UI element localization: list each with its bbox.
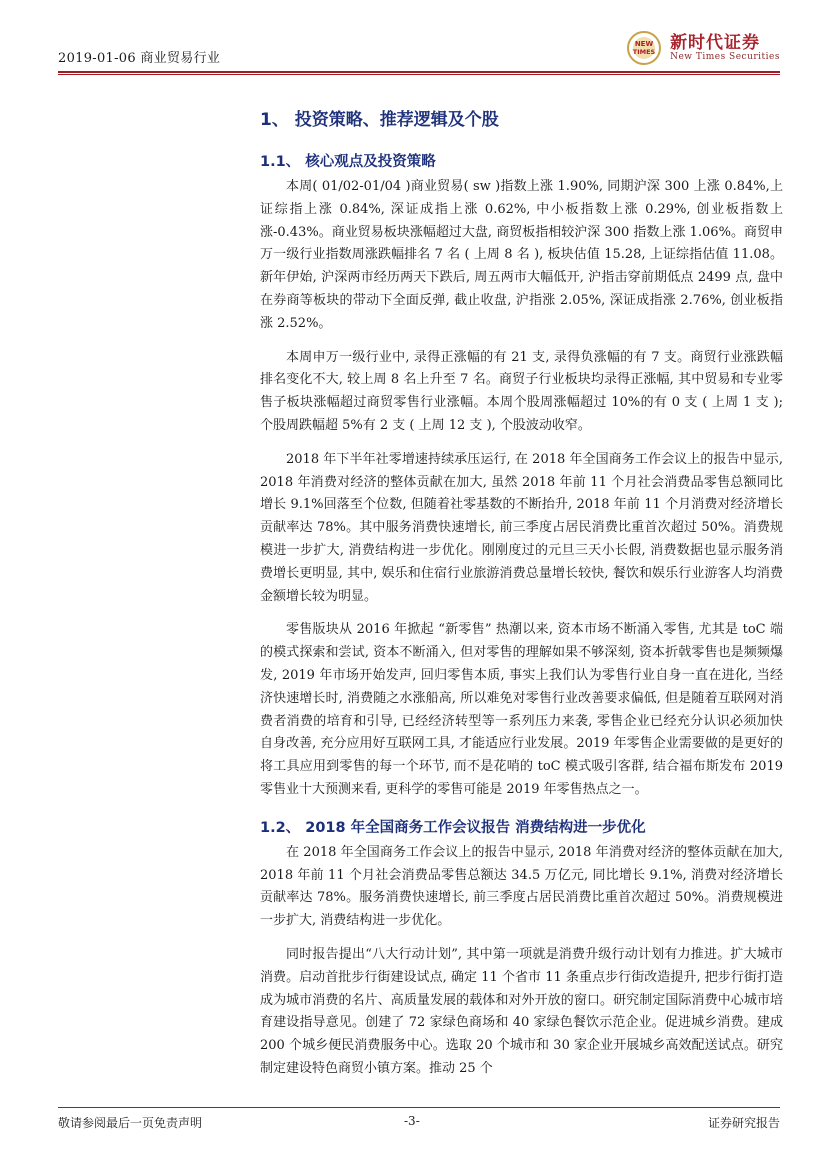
logo-name: 新时代证券 xyxy=(670,32,761,53)
paragraph: 2018 年下半年社零增速持续承压运行, 在 2018 年全国商务工作会议上的报告中显示, 2018 年消费对经济的整体贡献在加大, 虽然 2018 年前 11 个月社会消费品零售总额同比增长 9.1%回落至个位数, 但随着社零基数的不断抬升, 2018 年前 11 个月消费对经济增长贡献率达 78%。其中服务消费快速增长, 前三季度占居民消费比重首次超过 50%。消费规模进一步扩大, 消费结构进一步优化。刚刚度过的元旦三天小长假, 消费数据也显示服务消费增长更明显, 其中, 娱乐和住宿行业旅游消费总量增长较快, 餐饮和娱乐行业游客人均消费金额增长较为明显。 xyxy=(260,451,783,604)
page-number: -3- xyxy=(404,1114,420,1128)
header-rule-thin xyxy=(58,74,780,75)
page-header xyxy=(58,28,780,70)
main-content xyxy=(260,106,783,1081)
footer-report-type: 证券研究报告 xyxy=(707,1116,780,1130)
logo-english-name: New Times Securities xyxy=(670,51,780,62)
company-logo xyxy=(622,28,780,68)
logo-mark-icon xyxy=(622,30,666,66)
paragraph: 在 2018 年全国商务工作会议上的报告中显示, 2018 年消费对经济的整体贡献在加大, 2018 年前 11 个月社会消费品零售总额达 34.5 万亿元, 同比增长 9.1%, 消费对经济增长贡献率达 78%。服务消费快速增长, 前三季度占居民消费比重首次超过 50%。消费规模进一步扩大, 消费结构进一步优化。 xyxy=(260,844,783,929)
header-date-industry: 2019-01-06 商业贸易行业 xyxy=(58,51,221,66)
footer-disclaimer: 敬请参阅最后一页免责声明 xyxy=(58,1116,203,1130)
section-1-title: 1、 投资策略、推荐逻辑及个股 xyxy=(260,110,499,130)
paragraph: 本周( 01/02-01/04 )商业贸易( sw )指数上涨 1.90%, 同期沪深 300 上涨 0.84%,上证综指上涨 0.84%, 深证成指上涨 0.62%, 中小板指数上涨 0.29%, 创业板指数上涨-0.43%。商业贸易板块涨幅超过大盘, 商贸板指相较沪深 300 指数上涨 1.06%。商贸申万一级行业指数周涨跌幅排名 7 名 ( 上周 8 名 ), 板块估值 15.28, 上证综指估值 11.08。新年伊始, 沪深两市经历两天下跌后, 周五两市大幅低开, 沪指击穿前期低点 2499 点, 盘中在券商等板块的带动下全面反弹, 截止收盘, 沪指涨 2.05%, 深证成指涨 2.76%, 创业板指涨 2.52%。 xyxy=(260,179,783,331)
paragraph: 本周申万一级行业中, 录得正涨幅的有 21 支, 录得负涨幅的有 7 支。商贸行业涨跌幅排名变化不大, 较上周 8 名上升至 7 名。商贸子行业板块均录得正涨幅, 其中贸易和专业零售子板块涨幅超过商贸零售行业涨幅。本周个股周涨幅超过 10%的有 0 支 ( 上周 1 支 ); 个股周跌幅超 5%有 2 支 ( 上周 12 支 ), 个股波动收窄。 xyxy=(260,349,783,433)
section-1-1-title: 1.1、 核心观点及投资策略 xyxy=(260,154,436,170)
svg-text:TIMES: TIMES xyxy=(632,48,656,56)
svg-text:NEW: NEW xyxy=(634,40,654,48)
section-1-2-title: 1.2、 2018 年全国商务工作会议报告 消费结构进一步优化 xyxy=(260,819,646,836)
paragraph: 零售版块从 2016 年掀起 “新零售” 热潮以来, 资本市场不断涌入零售, 尤其是 toC 端的模式探索和尝试, 资本不断涌入, 但对零售的理解如果不够深刻, 资本折戟零售也是频频爆发, 2019 年市场开始发声, 回归零售本质, 事实上我们认为零售行业自身一直在进化, 当经济快速增长时, 消费随之水涨船高, 所以难免对零售行业改善要求偏低, 但是随着互联网对消费者消费的培育和引导, 已经经济转型等一系列压力来袭, 零售企业已经充分认识必须加快自身改善, 充分应用好互联网工具, 才能适应行业发展。2019 年零售企业需要做的是更好的将工具应用到零售的每一个环节, 而不是花哨的 toC 模式吸引客群, 结合福布斯发布 2019 零售业十大预测来看, 更科学的零售可能是 2019 年零售热点之一。 xyxy=(260,622,783,797)
paragraph: 同时报告提出“八大行动计划”, 其中第一项就是消费升级行动计划有力推进。扩大城市消费。启动首批步行街建设试点, 确定 11 个省市 11 条重点步行街改造提升, 把步行街打造成为城市消费的名片、高质量发展的载体和对外开放的窗口。研究制定国际消费中心城市培育建设指导意见。创建了 72 家绿色商场和 40 家绿色餐饮示范企业。促进城乡消费。建成 200 个城乡便民消费服务中心。选取 20 个城市和 30 家企业开展城乡高效配送试点。研究制定建设特色商贸小镇方案。推动 25 个 xyxy=(260,946,783,1076)
footer-rule xyxy=(58,1107,780,1108)
header-rule xyxy=(58,71,780,73)
